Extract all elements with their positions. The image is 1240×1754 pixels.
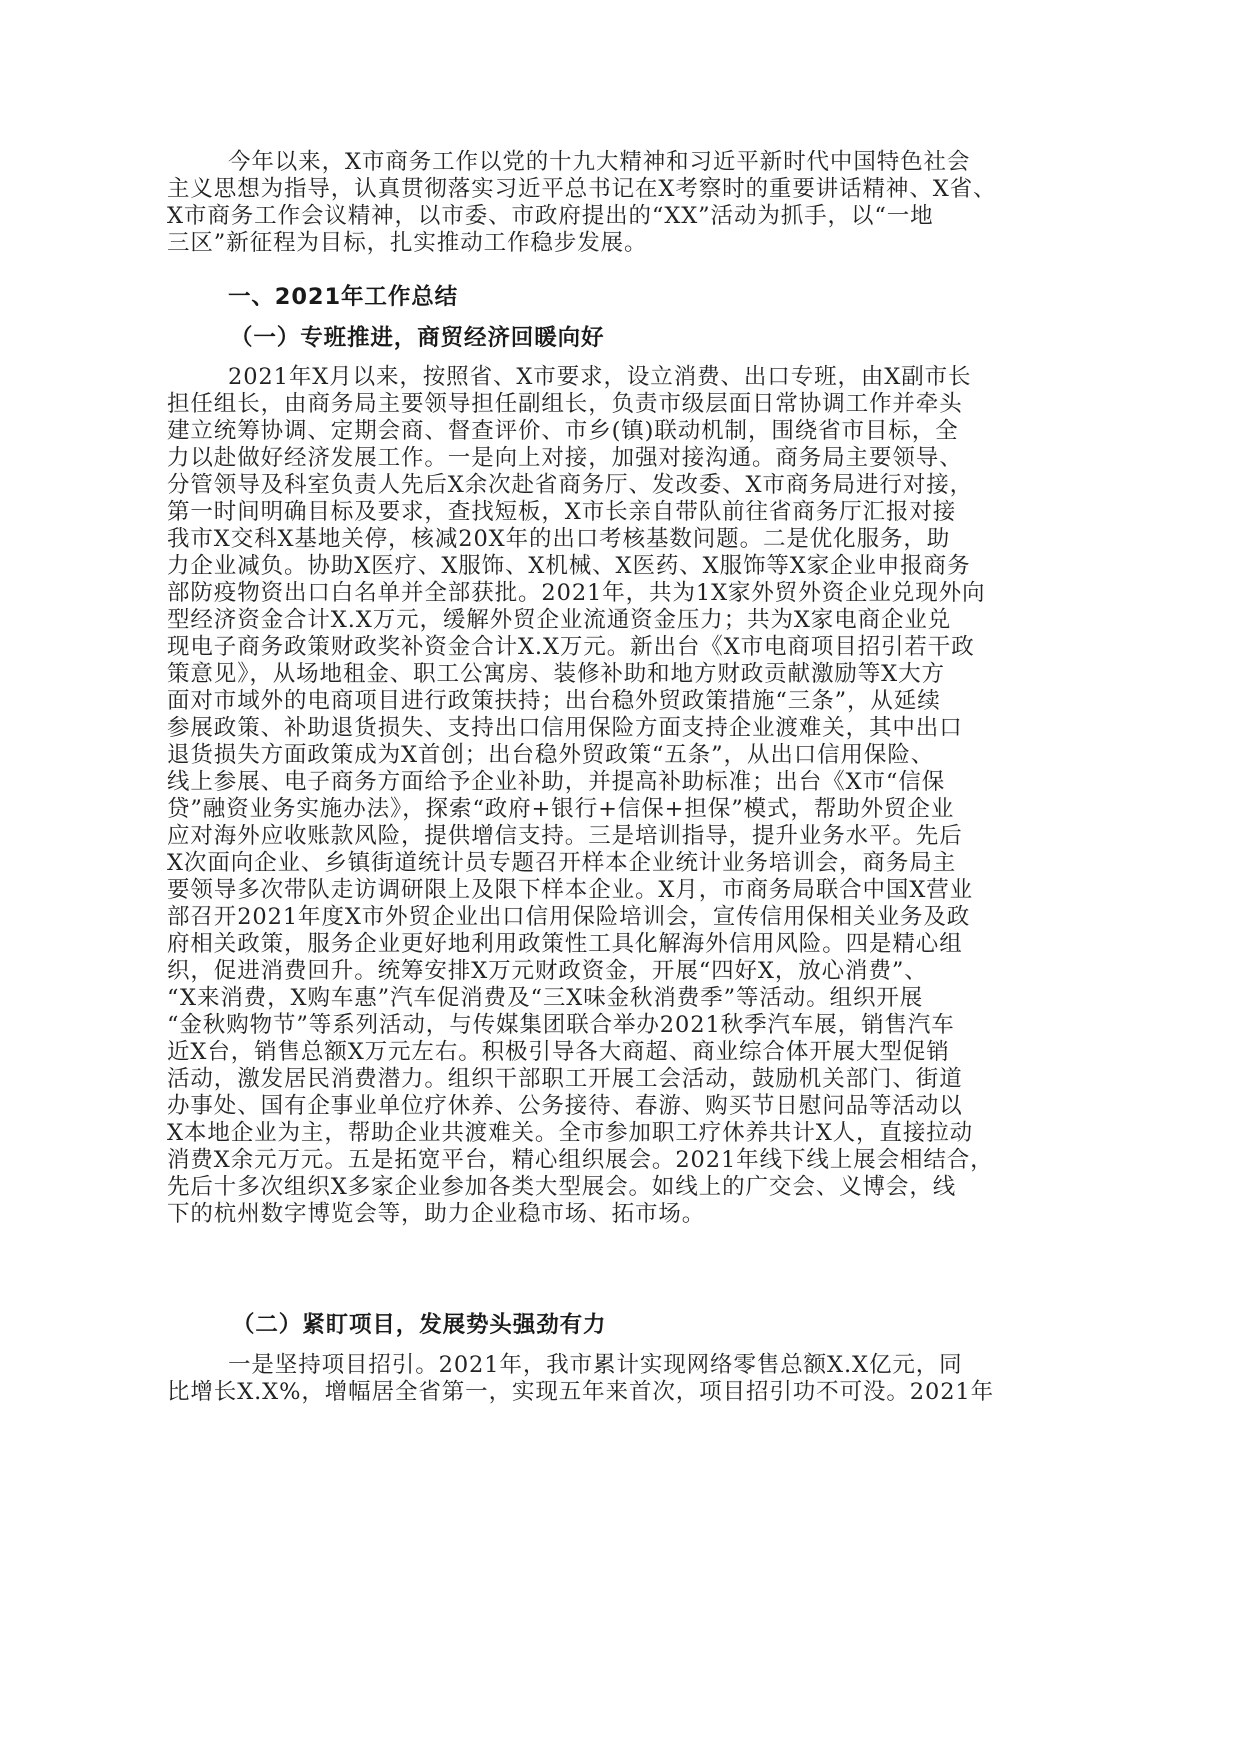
body-line: 线上参展、电子商务方面给予企业补助，并提高补助标准；出台《X市“信保 <box>167 769 946 795</box>
body-line: X本地企业为主，帮助企业共渡难关。全市参加职工疗休养共计X人，直接拉动 <box>167 1120 974 1146</box>
body-line: 部防疫物资出口白名单并全部获批。2021年，共为1X家外贸外资企业兑现外向 <box>167 580 986 606</box>
body-line: “金秋购物节”等系列活动，与传媒集团联合举办2021秋季汽车展，销售汽车 <box>167 1012 955 1038</box>
body-line: 办事处、国有企事业单位疗休养、公务接待、春游、购买节日慰问品等活动以 <box>167 1093 963 1119</box>
body-line: 应对海外应收账款风险，提供增信支持。三是培训指导，提升业务水平。先后 <box>167 823 963 849</box>
intro-line: X市商务工作会议精神，以市委、市政府提出的“XX”活动为抓手，以“一地 <box>167 203 934 229</box>
body-line: 织，促进消费回升。统筹安排X万元财政资金，开展“四好X，放心消费”、 <box>167 958 928 984</box>
body-line: “X来消费，X购车惠”汽车促消费及“三X味金秋消费季”等活动。组织开展 <box>167 985 924 1011</box>
body-line: 型经济资金合计X.X万元，缓解外贸企业流通资金压力；共为X家电商企业兑 <box>167 607 952 633</box>
body-line: 消费X余元万元。五是拓宽平台，精心组织展会。2021年线下线上展会相结合， <box>167 1147 994 1173</box>
body-line: 先后十多次组织X多家企业参加各类大型展会。如线上的广交会、义博会，线 <box>167 1174 957 1200</box>
body-line: 力企业减负。协助X医疗、X服饰、X机械、X医药、X服饰等X家企业申报商务 <box>167 553 971 579</box>
intro-line: 三区”新征程为目标，扎实推动工作稳步发展。 <box>167 230 648 256</box>
body-line: 退货损失方面政策成为X首创；出台稳外贸政策“五条”，从出口信用保险、 <box>167 742 935 768</box>
subsection-heading: （一）专班推进，商贸经济回暖向好 <box>230 325 605 351</box>
body-line: 府相关政策，服务企业更好地利用政策性工具化解海外信用风险。四是精心组 <box>167 931 963 957</box>
body-line: 我市X交科X基地关停，核减20X年的出口考核基数问题。二是优化服务，助 <box>167 526 951 552</box>
body-line: 策意见》，从场地租金、职工公寓房、装修补助和地方财政贡献激励等X大方 <box>167 661 945 687</box>
section-heading: 一、2021年工作总结 <box>228 284 459 310</box>
body-line: 面对市域外的电商项目进行政策扶持；出台稳外贸政策措施“三条”，从延续 <box>167 688 941 714</box>
body-line: 参展政策、补助退货损失、支持出口信用保险方面支持企业渡难关，其中出口 <box>167 715 963 741</box>
body-line: 贷”融资业务实施办法》，探索“政府+银行+信保+担保”模式，帮助外贸企业 <box>167 796 955 822</box>
intro-line: 主义思想为指导，认真贯彻落实习近平总书记在X考察时的重要讲话精神、X省、 <box>167 176 997 202</box>
body-line: 一是坚持项目招引。2021年，我市累计实现网络零售总额X.X亿元，同 <box>228 1352 963 1378</box>
body-line: 担任组长，由商务局主要领导担任副组长，负责市级层面日常协调工作并牵头 <box>167 391 963 417</box>
body-line: 比增长X.X%，增幅居全省第一，实现五年来首次，项目招引功不可没。2021年 <box>167 1379 995 1405</box>
subsection-heading: （二）紧盯项目，发展势头强劲有力 <box>232 1312 607 1338</box>
intro-line: 今年以来，X市商务工作以党的十九大精神和习近平新时代中国特色社会 <box>228 149 971 175</box>
body-line: 分管领导及科室负责人先后X余次赴省商务厅、发改委、X市商务局进行对接， <box>167 472 974 498</box>
body-line: 现电子商务政策财政奖补资金合计X.X万元。新出台《X市电商项目招引若干政 <box>167 634 975 660</box>
body-line: 力以赴做好经济发展工作。一是向上对接，加强对接沟通。商务局主要领导、 <box>167 445 963 471</box>
body-line: 要领导多次带队走访调研限上及限下样本企业。X月，市商务局联合中国X营业 <box>167 877 974 903</box>
body-line: 活动，激发居民消费潜力。组织干部职工开展工会活动，鼓励机关部门、街道 <box>167 1066 963 1092</box>
body-line: 近X台，销售总额X万元左右。积极引导各大商超、商业综合体开展大型促销 <box>167 1039 950 1065</box>
body-line: X次面向企业、乡镇街道统计员专题召开样本企业统计业务培训会，商务局主 <box>167 850 957 876</box>
body-line: 第一时间明确目标及要求，查找短板，X市长亲自带队前往省商务厅汇报对接 <box>167 499 957 525</box>
body-line: 2021年X月以来，按照省、X市要求，设立消费、出口专班，由X副市长 <box>228 364 972 390</box>
body-line: 建立统筹协调、定期会商、督查评价、市乡(镇)联动机制，围绕省市目标，全 <box>167 418 959 444</box>
body-line: 部召开2021年度X市外贸企业出口信用保险培训会，宣传信用保相关业务及政 <box>167 904 971 930</box>
body-line: 下的杭州数字博览会等，助力企业稳市场、拓市场。 <box>167 1201 706 1227</box>
